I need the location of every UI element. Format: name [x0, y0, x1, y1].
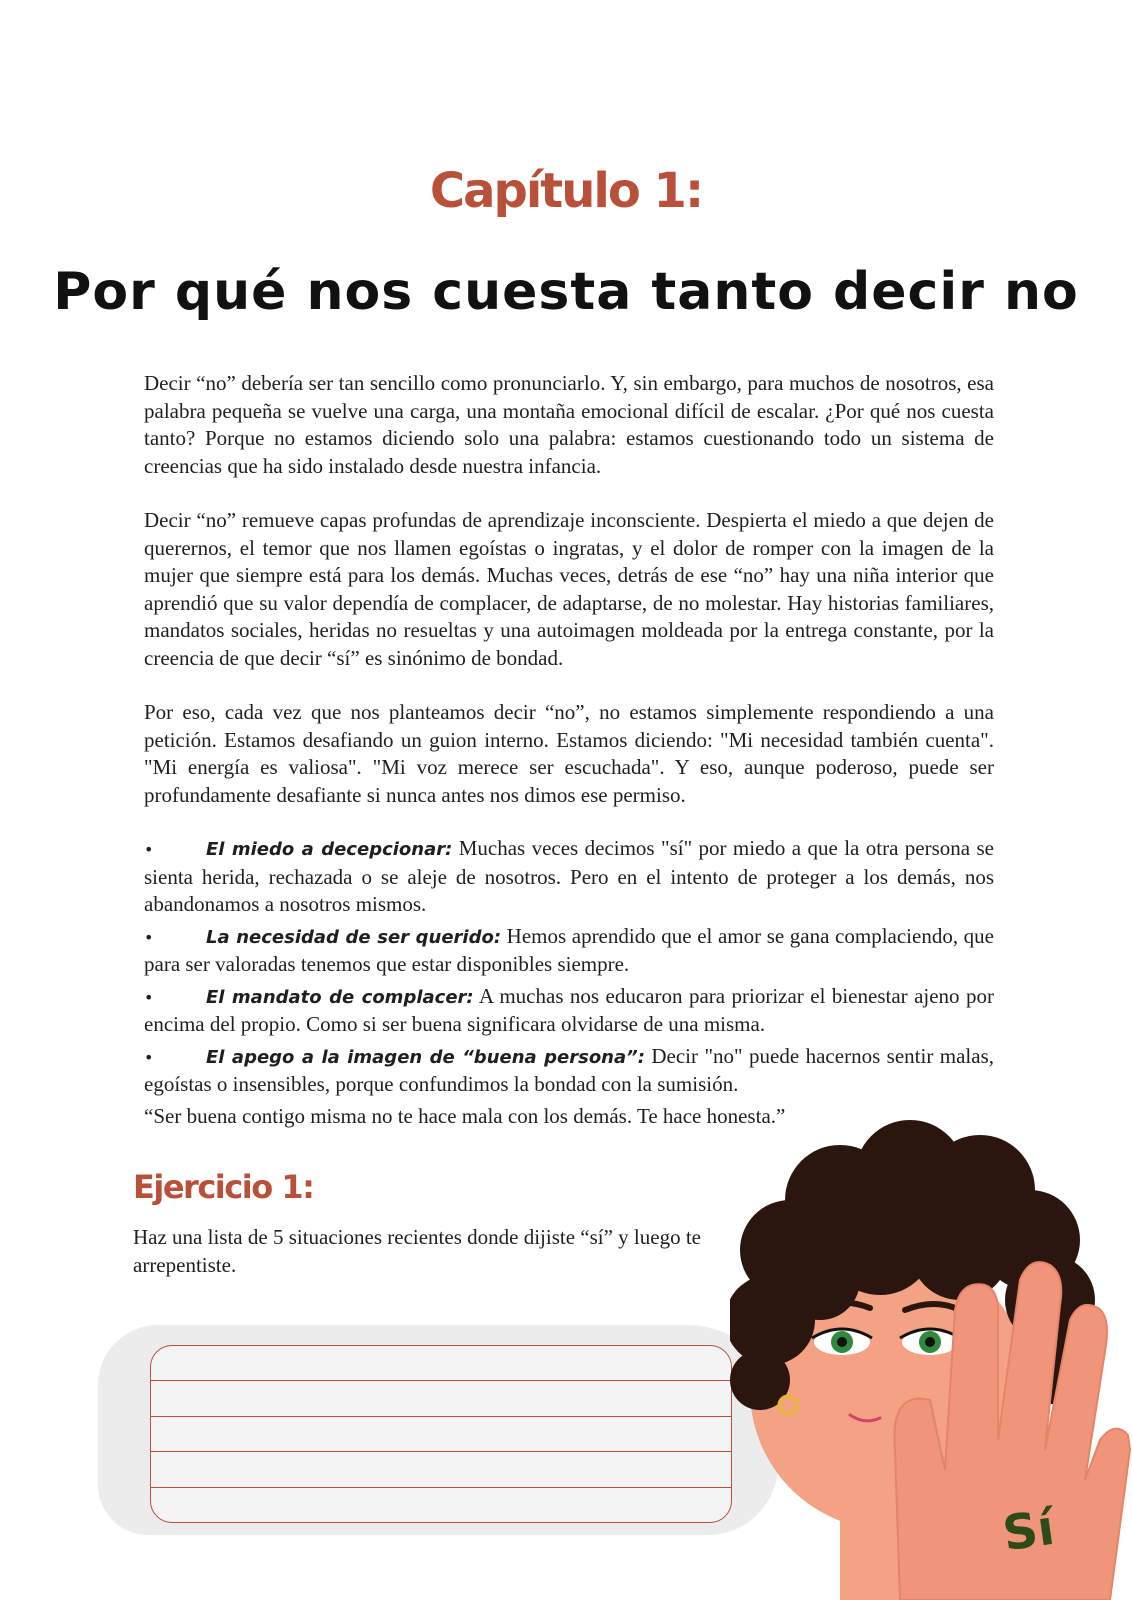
list-item — [144, 923, 994, 979]
chapter-title: Por qué nos cuesta tanto decir no — [53, 262, 1079, 322]
list-item-lead: El miedo a decepcionar: — [206, 839, 453, 860]
writing-line[interactable] — [151, 1346, 731, 1381]
list-item — [144, 1043, 994, 1099]
list-item-lead: La necesidad de ser querido: — [206, 926, 502, 948]
list-item-lead: El apego a la imagen de “buena persona”: — [206, 1046, 645, 1068]
list-item-text: Decir "no" puede hacernos sentir malas, egoístas o insensibles, porque confundimos la bondad con la sumisión. — [144, 1043, 994, 1096]
hand-label: Sí — [999, 1499, 1058, 1563]
bullet-icon: • — [144, 927, 154, 947]
list-item — [144, 835, 994, 919]
writing-line[interactable] — [151, 1381, 731, 1416]
bullet-icon: • — [144, 840, 154, 859]
paragraph-1: Decir “no” debería ser tan sencillo como pronunciarlo. Y, sin embargo, para muchos de nosotros, esa palabra pequeña se vuelve una carga, una montaña emocional difícil de escalar. ¿Por qué nos cuesta tanto? Porque no estamos diciendo solo una palabra: estamos cuestionando todo un sistema de creencias que ha sido instalado desde nuestra infancia. — [144, 371, 994, 478]
writing-line[interactable] — [151, 1417, 731, 1452]
list-item-text: Hemos aprendido que el amor se gana complaciendo, que para ser valoradas tenemos que estar disponibles siempre. — [144, 923, 994, 976]
bullet-icon: • — [144, 987, 154, 1007]
writing-line[interactable] — [151, 1488, 731, 1522]
reasons-list — [144, 835, 994, 1130]
chapter-label: Capítulo 1: — [429, 163, 703, 219]
paragraph-3: Por eso, cada vez que nos planteamos decir “no”, no estamos simplemente respondiendo a una petición. Estamos desafiando un guion interno. Estamos diciendo: "Mi necesidad también cuenta". "Mi energía es valiosa". "Mi voz merece ser escuchada". Y eso, aunque poderoso, puede ser profundamente desafiante si nunca antes nos dimos ese permiso. — [144, 700, 994, 807]
exercise-instructions: Haz una lista de 5 situaciones recientes donde dijiste “sí” y luego te arrepentiste. — [133, 1225, 701, 1277]
woman-raising-hand-illustration — [730, 1120, 1132, 1600]
exercise-title: Ejercicio 1: — [133, 1168, 314, 1206]
list-item-text: Muchas veces decimos "sí" por miedo a que la otra persona se sienta herida, rechazada o se aleje de nosotros. Pero en el intento de proteger a los demás, nos abandonamos a nosotros mismos. — [144, 836, 994, 916]
list-item-lead: El mandato de complacer: — [206, 986, 474, 1008]
bullet-icon: • — [144, 1047, 154, 1067]
list-item — [144, 983, 994, 1039]
writing-line[interactable] — [151, 1452, 731, 1487]
list-item-text: A muchas nos educaron para priorizar el bienestar ajeno por encima del propio. Como si ser buena significara olvidarse de una misma. — [144, 983, 994, 1036]
closing-quote: “Ser buena contigo misma no te hace mala con los demás. Te hace honesta.” — [144, 1103, 786, 1128]
paragraph-2: Decir “no” remueve capas profundas de aprendizaje inconsciente. Despierta el miedo a que dejen de querernos, el temor que nos llamen egoístas o ingratas, y el dolor de romper con la imagen de la mujer que siempre está para los demás. Muchas veces, detrás de ese “no” hay una niña interior que aprendió que su valor dependía de complacer, de adaptarse, de no molestar. Hay historias familiares, mandatos sociales, heridas no resueltas y una autoimagen moldeada por la entrega constante, por la creencia de que decir “sí” es sinónimo de bondad. — [144, 508, 994, 670]
writing-lines-box[interactable] — [150, 1345, 732, 1523]
